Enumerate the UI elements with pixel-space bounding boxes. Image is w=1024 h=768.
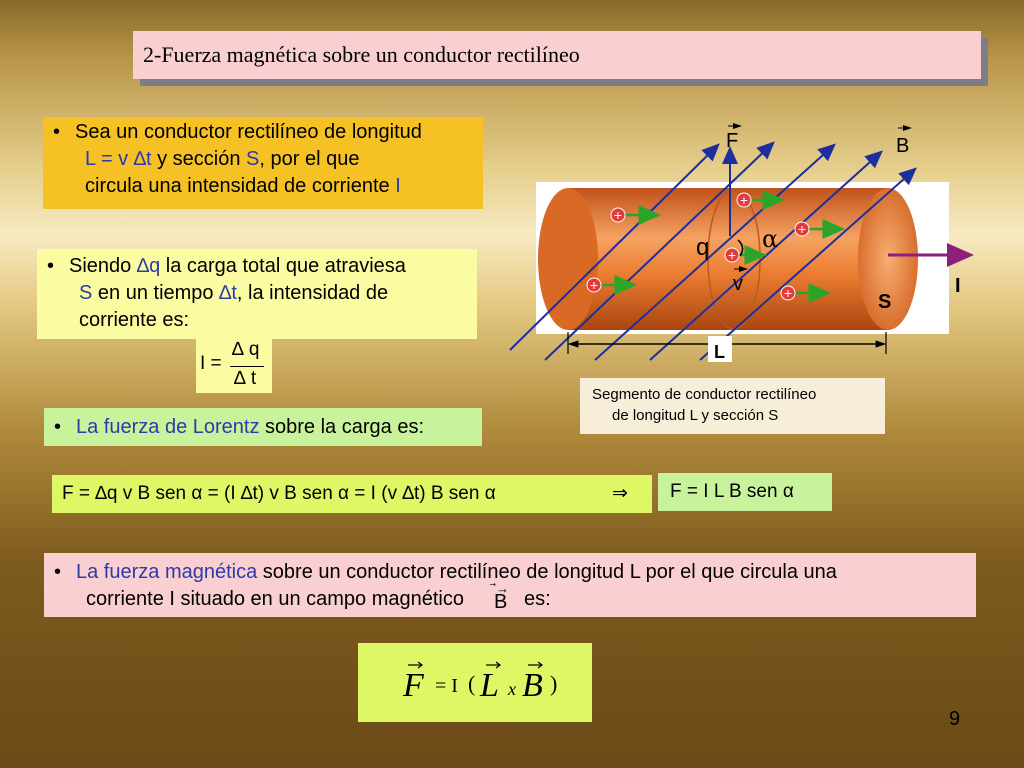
plus-sign: + — [589, 277, 599, 293]
plus-sign: + — [613, 207, 623, 223]
box-charge-line2 — [47, 280, 467, 307]
B-symbol: B — [494, 591, 508, 613]
text: en un tiempo — [92, 282, 220, 304]
fraction-bar — [230, 366, 264, 367]
text: sobre un conductor rectilíneo de longitud L por el que circula una — [257, 561, 837, 583]
bullet: • — [54, 416, 62, 438]
text: la carga total que atraviesa — [160, 255, 406, 277]
text: sobre la carga es: — [259, 416, 424, 438]
box-definition — [43, 117, 483, 209]
close-paren: ) — [550, 671, 558, 696]
I-label: I — [955, 275, 961, 297]
text: = v — [95, 148, 134, 170]
plus-sign: + — [783, 285, 793, 301]
diagram-caption — [580, 378, 885, 434]
arrow-icon: ⃗→ — [496, 581, 509, 596]
dt-symbol: ∆t — [219, 282, 237, 304]
text: , por el que — [259, 148, 360, 170]
v-label: v — [733, 273, 743, 295]
conductor-diagram-svg — [500, 110, 1000, 380]
formula-lhs: I = — [200, 353, 222, 374]
S-symbol: S — [246, 148, 260, 170]
current-formula — [196, 339, 272, 393]
box-conclusion-line2 — [54, 581, 966, 613]
text: Sea un conductor rectilíneo de longitud — [75, 121, 422, 143]
box-charge-line3 — [47, 307, 467, 334]
cross-x: x — [508, 679, 516, 699]
conductor-left-end — [538, 188, 598, 330]
text: , la intensidad de — [236, 282, 389, 304]
length-dimension — [568, 332, 886, 362]
B-label: B — [896, 135, 910, 157]
alpha-label: α — [762, 225, 779, 253]
caption-line1: Segmento de conductor rectilíneo — [592, 386, 817, 403]
q-label: q — [696, 234, 710, 261]
plus-sign: + — [727, 247, 737, 263]
formula-numerator: ∆ q — [232, 339, 260, 360]
dt-symbol: ∆t — [133, 148, 152, 170]
magnetic-text: La fuerza magnética — [76, 561, 258, 583]
box-lorentz — [44, 408, 482, 446]
page-number: 9 — [949, 708, 961, 730]
text: y sección — [151, 148, 247, 170]
slide-title-text: 2-Fuerza magnética sobre un conductor rectilíneo — [143, 42, 580, 67]
plus-sign: + — [739, 192, 749, 208]
box-charge-line1 — [47, 253, 467, 280]
box-definition-line3 — [53, 173, 473, 200]
text: circula una intensidad de corriente — [85, 175, 396, 197]
bullet: • — [54, 561, 62, 583]
text: es: — [524, 588, 551, 610]
box-definition-line1 — [53, 119, 473, 146]
bullet: • — [53, 121, 61, 143]
text: Siendo — [69, 255, 137, 277]
box-conclusion — [44, 553, 976, 617]
F-symbol: F — [403, 667, 424, 704]
slide-title — [133, 31, 981, 79]
L-symbol: L — [85, 148, 96, 170]
B-symbol: B — [522, 667, 543, 704]
box-definition-line2 — [53, 146, 473, 173]
caption-line2: de longitud L y sección S — [612, 407, 779, 424]
equation-long-box — [52, 475, 652, 513]
I-symbol: I — [395, 175, 401, 197]
lorentz-text: La fuerza de Lorentz — [76, 416, 260, 438]
formula-denominator: ∆ t — [234, 368, 257, 389]
equation-long: F = ∆q v B sen α = (I ∆t) v B sen α = I (v ∆t) B sen α — [62, 483, 496, 504]
dq-symbol: ∆q — [136, 255, 161, 277]
open-paren: ( — [468, 671, 476, 696]
vector-formula-box — [358, 643, 592, 722]
equals-I: = I — [435, 675, 458, 697]
S-symbol: S — [79, 282, 93, 304]
equation-short: F = I L B sen α — [670, 481, 794, 502]
plus-sign: + — [797, 221, 807, 237]
equation-short-box — [658, 473, 832, 511]
S-label: S — [878, 291, 892, 313]
text: corriente I situado en un campo magnético — [86, 588, 464, 610]
B-vector — [494, 581, 509, 616]
text: corriente es: — [79, 309, 190, 331]
F-label: F — [726, 130, 739, 152]
box-charge — [37, 249, 477, 339]
L-symbol: L — [480, 667, 499, 704]
bullet: • — [47, 255, 55, 277]
box-conclusion-line1 — [54, 559, 966, 586]
implies-symbol: ⇒ — [612, 483, 628, 504]
L-label: L — [714, 342, 725, 362]
conductor-diagram — [500, 110, 1000, 380]
